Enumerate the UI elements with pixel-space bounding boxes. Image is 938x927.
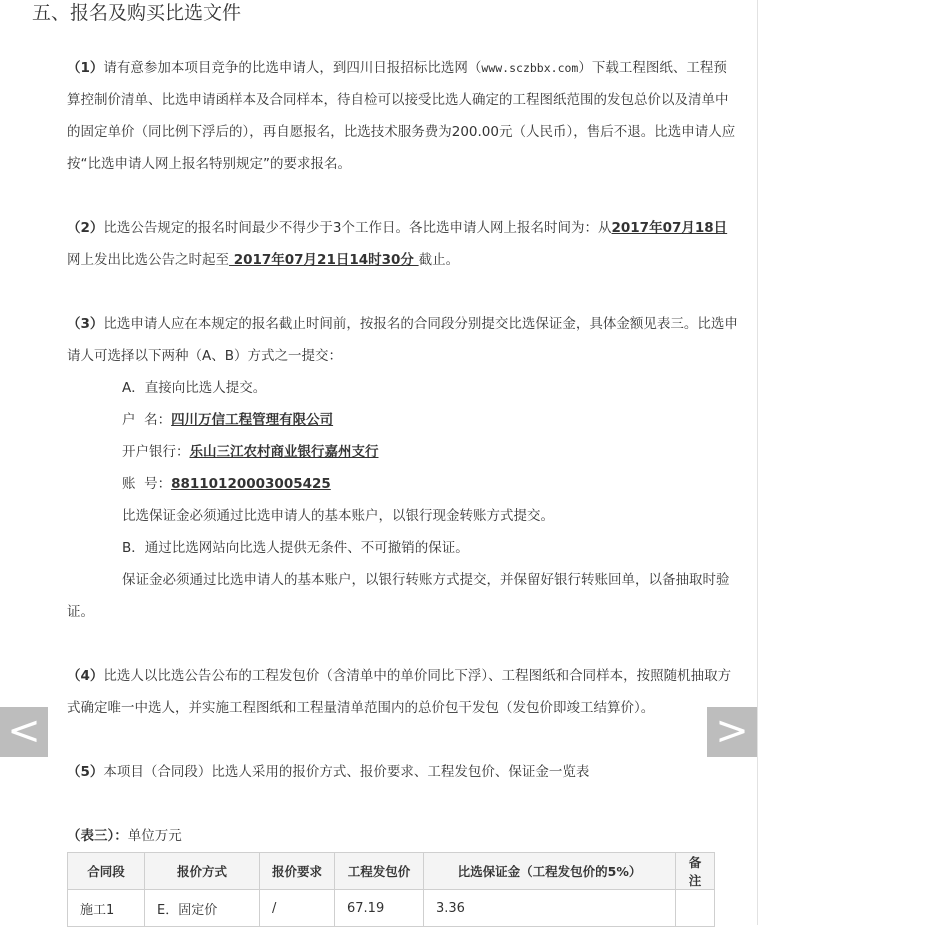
paragraph-text: 比选人以比选公告公布的工程发包价（含清单中的单价同比下浮）、工程图纸和合同样本，按照随机抽取方式确定唯一中选人，并实施工程图纸和工程量清单范围内的总价包干发包（发包价即竣工结算价）。 [67, 668, 732, 716]
table-row [68, 890, 715, 927]
column-header: 比选保证金（工程发包价的5%） [424, 853, 676, 890]
table-caption-unit: 单位万元 [127, 828, 182, 844]
paragraph-text: 比选公告规定的报名时间最少不得少于3个工作日。各比选申请人网上报名时间为：从 [103, 220, 612, 236]
paragraph-number: （2） [67, 220, 104, 236]
column-header: 备注 [676, 853, 715, 890]
prev-arrow-button[interactable] [0, 707, 48, 757]
column-header: 报价方式 [145, 853, 260, 890]
table-cell: 3.36 [424, 890, 676, 927]
registration-start-date: 2017年07月18日 [611, 220, 728, 236]
paragraph-text: 比选申请人应在本规定的报名截止时间前，按报名的合同段分别提交比选保证金，具体金额见表三。比选申请人可选择以下两种（A、B）方式之一提交： [67, 316, 738, 364]
paragraph-number: （5） [67, 764, 104, 780]
table-caption-label: （表三）： [67, 828, 128, 844]
column-header: 合同段 [68, 853, 145, 890]
paragraph-2 [67, 212, 739, 276]
paragraph-5 [67, 756, 739, 788]
account-name: 四川万信工程管理有限公司 [171, 412, 334, 428]
option-b: B．通过比选网站向比选人提供无条件、不可撤销的保证。 [122, 540, 469, 556]
bank-name: 乐山三江农村商业银行嘉州支行 [189, 444, 379, 460]
account-number: 88110120003005425 [171, 476, 331, 492]
bank-line [122, 436, 742, 468]
paragraph-3 [67, 308, 739, 372]
paragraph-number: （1） [67, 60, 104, 76]
paragraph-text: ）下载工程图纸、工程预算控制价清单、比选申请函样本及合同样本，待自检可以接受比选人确定的工程图纸范围的发包总价以及清单中的固定单价（同比例下浮后的），再自愿报名，比选技术服务费为200.00元（人民币），售后不退。比选申请人应按“比选申请人网上报名特别规定”的要求报名。 [67, 60, 736, 172]
table-cell [676, 890, 715, 927]
table-caption [67, 820, 739, 852]
note-b: 保证金必须通过比选申请人的基本账户，以银行转账方式提交，并保留好银行转账回单，以备抽取时验证。 [67, 572, 730, 620]
table-header-row [68, 853, 715, 890]
paragraph-4 [67, 660, 739, 724]
column-header: 工程发包价 [335, 853, 424, 890]
account-name-label: 户 名： [122, 412, 172, 428]
website-link[interactable]: www.sczbbx.com [481, 61, 579, 75]
table-cell: E．固定价 [145, 890, 260, 927]
table-cell: / [260, 890, 335, 927]
paragraph-1 [67, 52, 739, 180]
account-number-line [122, 468, 742, 500]
bid-table [67, 852, 715, 927]
account-name-line [122, 404, 742, 436]
paragraph-text: 请有意参加本项目竞争的比选申请人，到四川日报招标比选网（ [103, 60, 482, 76]
note-a: 比选保证金必须通过比选申请人的基本账户，以银行现金转账方式提交。 [122, 508, 554, 524]
chevron-left-icon: < [7, 708, 41, 754]
column-header: 报价要求 [260, 853, 335, 890]
table-cell: 67.19 [335, 890, 424, 927]
paragraph-number: （4） [67, 668, 104, 684]
registration-end-date: 2017年07月21日14时30分 [229, 252, 419, 268]
chevron-right-icon: > [715, 708, 749, 754]
table-cell: 施工1 [68, 890, 145, 927]
paragraph-text: 截止。 [418, 252, 460, 268]
paragraph-number: （3） [67, 316, 104, 332]
section-title: 五、报名及购买比选文件 [32, 2, 242, 24]
account-number-label: 账 号： [122, 476, 172, 492]
paragraph-text: 本项目（合同段）比选人采用的报价方式、报价要求、工程发包价、保证金一览表 [103, 764, 590, 780]
option-a: A．直接向比选人提交。 [122, 380, 267, 396]
next-arrow-button[interactable] [707, 707, 757, 757]
paragraph-text: 网上发出比选公告之时起至 [67, 252, 229, 268]
bank-label: 开户银行： [122, 444, 190, 460]
